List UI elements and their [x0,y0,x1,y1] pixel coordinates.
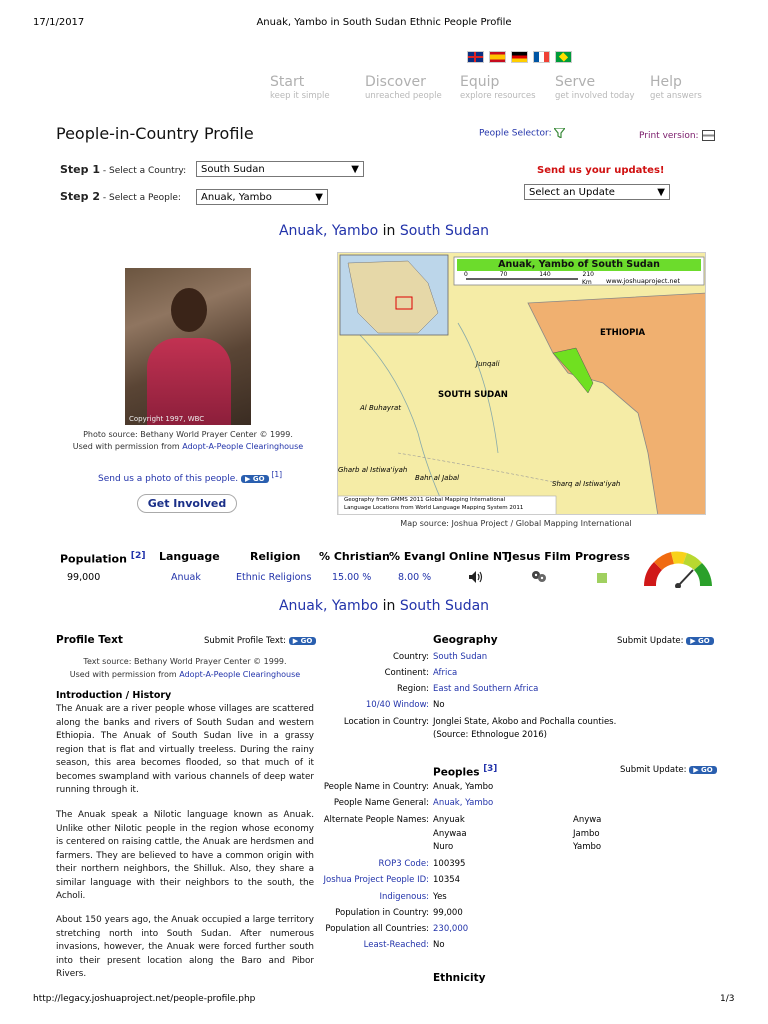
people-photo [125,268,251,425]
print-url: http://legacy.joshuaproject.net/people-profile.php [33,994,256,1004]
peoples-heading: Peoples [3] [433,764,498,779]
alternate-name: Anywaa [433,829,467,839]
nav-start[interactable]: Start keep it simple [270,74,330,101]
dropdown-arrow-icon: ▼ [657,186,665,198]
people-select[interactable]: Anuak, Yambo ▼ [196,189,328,205]
geo-country-link[interactable]: South Sudan [433,652,488,662]
adopt-a-people-link[interactable]: Adopt-A-People Clearinghouse [182,442,304,451]
submit-profile-go-button[interactable]: ▶ GO [289,637,317,645]
evangl-link[interactable]: 8.00 % [398,572,432,583]
alternate-name: Nuro [433,842,454,852]
progress-gauge-icon [641,548,715,588]
dropdown-arrow-icon: ▼ [315,191,323,203]
region-link[interactable]: East and Southern Africa [433,684,539,694]
continent-link[interactable]: Africa [433,668,458,678]
intro-heading: Introduction / History [56,690,172,701]
people-link-2[interactable]: Anuak, Yambo [278,598,379,614]
step2-label: Step 2 - Select a People: [60,190,181,203]
map-km: Km [582,279,592,286]
country-link[interactable]: South Sudan [399,223,490,239]
title-in-2: in [382,598,396,614]
map-ethiopia-label: ETHIOPIA [600,328,646,338]
pop-all-link[interactable]: 230,000 [433,924,469,934]
printer-icon [702,130,715,141]
alternate-name: Anywa [573,815,602,825]
people-country-title-2 [0,598,768,614]
pop-country-label: Population in Country: [335,908,429,918]
location-source: (Source: Ethnologue 2016) [433,730,547,740]
title-in: in [382,223,396,239]
step1-label: Step 1 - Select a Country: [60,163,187,176]
nav-equip[interactable]: Equip explore resources [460,74,536,101]
intro-paragraph-1: The Anuak are a river people whose villages are scattered along the banks and rivers of South Sudan and western Ethiopia. The Anuak of South Sudan live in a grassy region that is flat and virtually treeless. During the rainy season, this area becomes flooded, so that much of it becomes swampland with various channels of deep water running through it. [56,704,314,795]
photo-permission: Used with permission from Adopt-A-People Clearinghouse [72,442,304,451]
map-bahr-label: Bahr al Jabal [415,474,460,482]
map-jungali-label: Junqali [476,360,500,368]
population-ref[interactable]: [2] [130,550,146,561]
map-sharq-label: Sharq al Istiwa'iyah [552,480,621,488]
submit-profile-text: Submit Profile Text: ▶ GO [204,636,316,646]
send-photo-link[interactable]: Send us a photo of this people. [98,474,239,484]
online-nt-label: Online NT [449,550,510,563]
map-al-buhayrat-label: Al Buhayrat [360,404,401,412]
rop3-value: 100395 [433,859,466,869]
page-title: People-in-Country Profile [56,124,254,143]
christian-label: % Christian [319,550,390,563]
population-value: 99,000 [67,572,101,583]
intro-paragraph-3: About 150 years ago, the Anuak occupied a large territory stretching north into South Sudan. After numerous invasions, however, the Anuak were forced further south into their present location along the Baro and Pibor Rivers. [56,915,314,979]
submit-geo-update: Submit Update: ▶ GO [617,636,714,646]
religion-label: Religion [250,550,301,563]
pop-all-label: Population all Countries: [325,924,429,934]
map-graphic [338,253,706,515]
people-map [337,252,706,515]
ethnicity-heading: Ethnicity [433,972,486,984]
print-version-link[interactable]: Print version: [639,130,715,141]
alternate-label: Alternate People Names: [323,815,429,825]
uk-flag-icon[interactable] [467,51,484,63]
window-value: No [433,700,445,710]
spain-flag-icon[interactable] [489,51,506,63]
brazil-flag-icon[interactable] [555,51,572,63]
people-country-title [0,223,768,239]
language-label: Language [159,550,220,563]
location-value: Jonglei State, Akobo and Pochalla counties. [433,717,617,727]
print-page-number: 1/3 [720,994,735,1004]
name-general-label: People Name General: [333,798,429,808]
least-label[interactable]: Least-Reached: [363,940,429,950]
dropdown-arrow-icon: ▼ [351,163,359,175]
get-involved-button[interactable]: Get Involved [137,494,237,513]
alternate-name: Yambo [573,842,602,852]
submit-peoples-go-button[interactable]: ▶ GO [689,766,717,774]
filter-icon [554,128,565,138]
religion-link[interactable]: Ethnic Religions [236,572,312,583]
adopt-a-people-link-2[interactable]: Adopt-A-People Clearinghouse [179,670,301,679]
evangl-label: % Evangl [389,550,446,563]
map-scale: 0 70 140 210 [464,271,594,278]
print-title: Anuak, Yambo in South Sudan Ethnic People Profile [256,17,512,28]
continent-label: Continent: [384,668,429,678]
geography-heading: Geography [433,634,498,646]
main-nav [270,74,745,101]
map-credit-2: Language Locations from World Language Mapping System 2011 [344,505,524,511]
jpid-value: 10354 [433,875,461,885]
update-select[interactable]: Select an Update ▼ [524,184,670,200]
country-label: Country: [392,652,429,662]
send-photo [98,470,282,484]
send-updates-text: Send us your updates! [537,165,665,176]
christian-link[interactable]: 15.00 % [332,572,372,583]
photo-copyright: Copyright 1997, WBC [129,415,205,423]
submit-peoples-update: Submit Update: ▶ GO [620,765,717,775]
name-country-label: People Name in Country: [323,782,429,792]
country-select[interactable]: South Sudan ▼ [196,161,364,177]
send-photo-go-button[interactable]: ▶ GO [241,475,269,483]
intro-paragraph-2: The Anuak speak a Nilotic language known as Anuak. Unlike other Nilotic people in the region whose economy is centered on raising cattle, the Anuak are herdsmen and farmers. They are believed to have a common origin with their northern neighbors, the Shilluk. Also, they share a similar language with their neighbors to the south, the Acholi. [56,810,314,901]
map-gharb-label: Gharb al Istiwa'iyah [338,466,408,474]
people-selector-link[interactable]: People Selector: [479,128,565,139]
map-source: Map source: Joshua Project / Global Mapping International [400,519,632,528]
map-credit-1: Geography from GMMS 2011 Global Mapping International [344,497,506,503]
nav-serve[interactable]: Serve get involved today [555,74,635,101]
name-country-value: Anuak, Yambo [433,782,494,792]
progress-indicator-icon[interactable] [597,573,607,583]
map-south-sudan-label: SOUTH SUDAN [438,390,508,400]
map-site: www.joshuaproject.net [606,277,681,285]
least-value: No [433,940,445,950]
population-label: Population [2] [60,550,146,566]
language-flags [467,51,572,63]
profile-source: Text source: Bethany World Prayer Center © 1999. [83,657,287,666]
country-link-2[interactable]: South Sudan [399,598,490,614]
peoples-ref[interactable]: [3] [483,764,498,774]
pop-country-value: 99,000 [433,908,463,918]
footnote-ref[interactable]: [1] [271,470,283,479]
alternate-name: Jambo [573,829,600,839]
photo-source: Photo source: Bethany World Prayer Center © 1999. [83,430,293,439]
jesus-film-label: Jesus Film [508,550,571,563]
progress-label: Progress [575,550,630,563]
indigenous-label[interactable]: Indigenous: [379,892,429,902]
rop3-label[interactable]: ROP3 Code: [378,859,429,869]
speaker-icon[interactable] [468,570,484,587]
people-link[interactable]: Anuak, Yambo [278,223,379,239]
region-label: Region: [397,684,429,694]
language-link[interactable]: Anuak [171,572,201,583]
location-label: Location in Country: [343,717,429,727]
profile-text-heading: Profile Text [56,634,123,646]
film-reel-icon[interactable] [531,570,547,587]
window-label[interactable]: 10/40 Window: [365,700,429,710]
jpid-label[interactable]: Joshua Project People ID: [323,875,429,885]
indigenous-value: Yes [433,892,447,902]
alternate-name: Anyuak [433,815,465,825]
france-flag-icon[interactable] [533,51,550,63]
submit-geo-go-button[interactable]: ▶ GO [686,637,714,645]
map-banner: Anuak, Yambo of South Sudan [498,259,660,270]
print-date: 17/1/2017 [33,17,85,28]
germany-flag-icon[interactable] [511,51,528,63]
profile-permission: Used with permission from Adopt-A-People Clearinghouse [69,670,301,679]
name-general-link[interactable]: Anuak, Yambo [433,798,494,808]
nav-help[interactable]: Help get answers [650,74,702,101]
nav-discover[interactable]: Discover unreached people [365,74,442,101]
